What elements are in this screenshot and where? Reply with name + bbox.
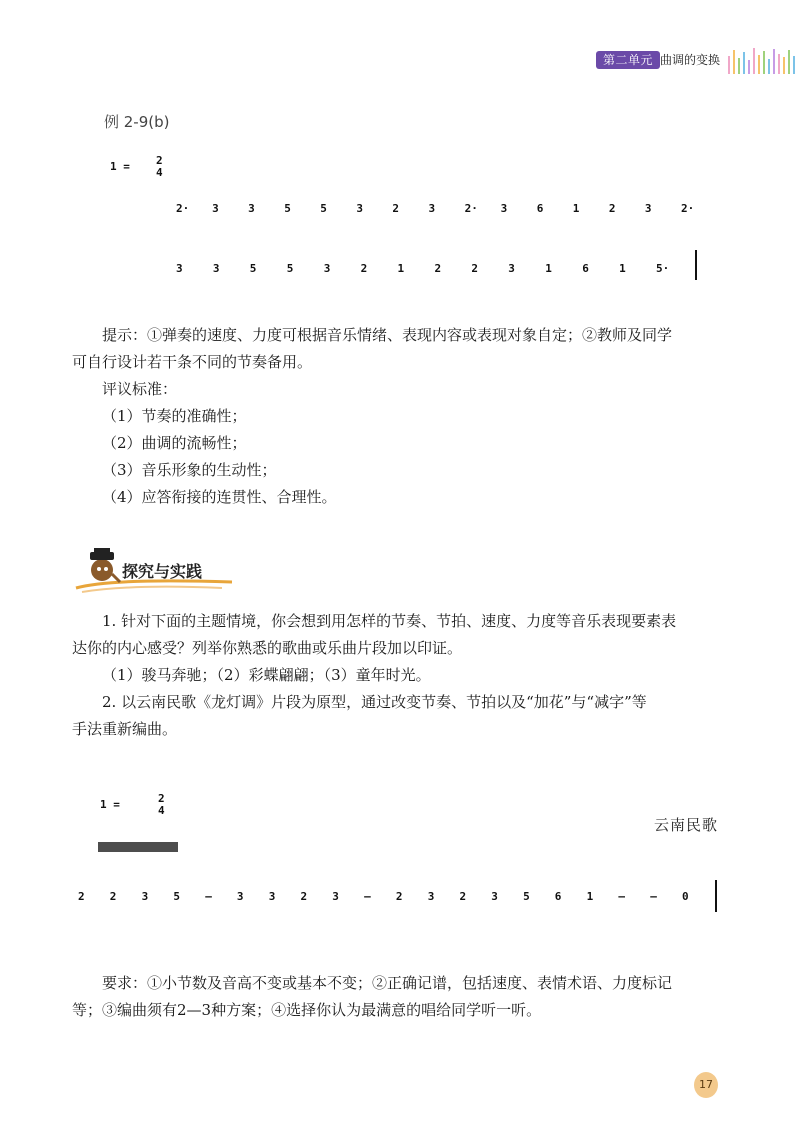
score-note: 2· — [464, 202, 478, 215]
task2-line: 2. 以云南民歌《龙灯调》片段为原型，通过改变节奏、节拍以及“加花”与“减字”等 — [102, 693, 647, 711]
criteria-item: （2）曲调的流畅性； — [102, 434, 247, 452]
score-note: 3 — [212, 202, 219, 215]
score-note: 2· — [681, 202, 695, 215]
score-note: 1 — [397, 262, 405, 275]
hint-block — [72, 322, 718, 511]
time-signature-bottom: 4 — [156, 166, 163, 179]
score-note: 3 — [332, 890, 339, 903]
score-note: 3 — [323, 262, 331, 275]
hint-line: 提示：①弹奏的速度、力度可根据音乐情绪、表现内容或表现对象自定；②教师及同学 — [102, 326, 673, 344]
score-note: 2 — [459, 890, 467, 903]
score-note: 6 — [536, 202, 544, 215]
score-note: 5 — [320, 202, 327, 215]
chapter-title: 曲调的变换 — [660, 53, 721, 67]
hint-line: 可自行设计若干条不同的节奏备用。 — [72, 353, 313, 371]
score-note: 1 — [572, 202, 580, 215]
score-note: 3 — [212, 262, 220, 275]
score-note: 5 — [286, 262, 294, 275]
requirement-line: 等；③编曲须有2—3种方案；④选择你认为最满意的唱给同学听一听。 — [72, 1001, 542, 1019]
score-note: – — [618, 890, 626, 903]
score-note: 5· — [656, 262, 670, 275]
task1-options: （1）骏马奔驰；（2）彩蝶翩翩；（3）童年时光。 — [102, 666, 431, 684]
score-note: 5 — [173, 890, 181, 903]
section-title: 探究与实践 — [122, 562, 203, 581]
score-note: 6 — [554, 890, 562, 903]
score-note: 2 — [392, 202, 400, 215]
key-signature-mark: 1 = — [100, 798, 120, 811]
score-note: 2 — [300, 890, 308, 903]
score-note: 2 — [360, 262, 368, 275]
score-note: 3 — [141, 890, 149, 903]
score-note: 2 — [109, 890, 117, 903]
score-note: 5 — [523, 890, 530, 903]
key-signature-mark: 1 = — [110, 160, 130, 173]
score-note: 3 — [356, 202, 364, 215]
score-note: 2· — [176, 202, 190, 215]
criteria-item: （1）节奏的准确性； — [102, 407, 247, 425]
practice-tasks — [72, 608, 718, 743]
requirements-block — [72, 970, 718, 1024]
score-note: 6 — [582, 262, 589, 275]
score-note: 2 — [608, 202, 616, 215]
score-note: 3 — [268, 890, 276, 903]
chapter-header — [596, 46, 800, 76]
criteria-title: 评议标准： — [102, 380, 178, 398]
task1-line: 达你的内心感受？列举你熟悉的歌曲或乐曲片段加以印证。 — [72, 639, 463, 657]
time-signature-top: 2 — [156, 154, 163, 167]
music-score-example — [96, 150, 716, 290]
tempo-marking-block — [98, 842, 178, 852]
unit-badge: 第二单元 — [596, 51, 660, 69]
score-note: 5 — [284, 202, 291, 215]
score-note: 1 — [545, 262, 552, 275]
score-note: 5 — [249, 262, 257, 275]
score-note: 3 — [248, 202, 255, 215]
page-number: 17 — [694, 1072, 718, 1098]
song-source: 云南民歌 — [654, 816, 719, 834]
score-note: 1 — [619, 262, 626, 275]
score-note: – — [205, 890, 212, 903]
time-signature-top: 2 — [158, 792, 165, 805]
score-note: 3 — [236, 890, 244, 903]
score-note: 2 — [471, 262, 479, 275]
score-note: 3 — [491, 890, 498, 903]
criteria-item: （3）音乐形象的生动性； — [102, 461, 277, 479]
score-note: 3 — [508, 262, 515, 275]
score-note: 2 — [395, 890, 403, 903]
score-note: 3 — [427, 890, 435, 903]
time-signature-bottom: 4 — [158, 804, 165, 817]
criteria-item: （4）应答衔接的连贯性、合理性。 — [102, 488, 337, 506]
music-score-longdeng — [72, 790, 732, 940]
task1-line: 1. 针对下面的主题情境，你会想到用怎样的节奏、节拍、速度、力度等音乐表现要素表 — [102, 612, 677, 630]
section-banner — [72, 548, 242, 596]
score-note: 3 — [500, 202, 508, 215]
score-note: 3 — [176, 262, 183, 275]
decorative-bars-icon — [726, 46, 800, 76]
score-note: – — [364, 890, 371, 903]
score-note: 0 — [682, 890, 689, 903]
score-note: 1 — [586, 890, 594, 903]
example-label: 例 2-9(b) — [104, 113, 170, 131]
requirement-line: 要求：①小节数及音高不变或基本不变；②正确记谱，包括速度、表情术语、力度标记 — [102, 974, 673, 992]
score-note: 2 — [434, 262, 442, 275]
score-note: 2 — [78, 890, 85, 903]
task2-line: 手法重新编曲。 — [72, 720, 178, 738]
score-note: 3 — [644, 202, 652, 215]
score-note: – — [650, 890, 657, 903]
score-note: 3 — [428, 202, 436, 215]
